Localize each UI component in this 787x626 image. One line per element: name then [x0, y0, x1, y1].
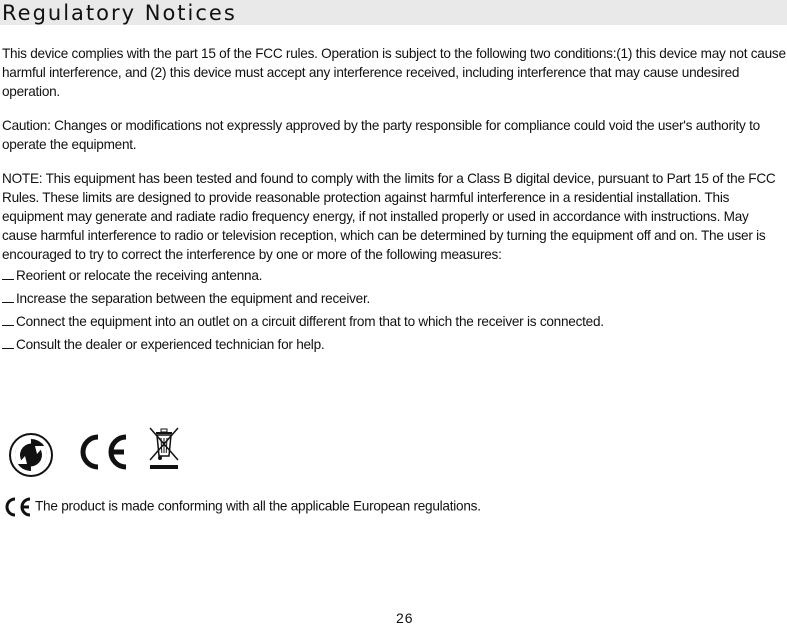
weee-crossed-bin-icon [146, 424, 182, 470]
page-title: Regulatory Notices [2, 1, 237, 25]
measure-text: Increase the separation between the equipment and receiver. [16, 291, 371, 306]
caution-paragraph: Caution: Changes or modifications not expressly approved by the party responsible for compliance could void the user's authority to operate the equipment. [2, 118, 760, 152]
fcc-compliance-paragraph: This device complies with the part 15 of the FCC rules. Operation is subject to the following two conditions:(1) this device may not cause harmful interference, and (2) this device must accept any interference received, including interference that may cause undesired operation. [2, 46, 786, 99]
list-item [2, 312, 786, 331]
list-item [2, 266, 786, 285]
ce-mark-icon [74, 432, 130, 472]
measures-list [2, 266, 786, 354]
list-item [2, 289, 786, 308]
measure-text: Reorient or relocate the receiving antenna. [16, 268, 263, 283]
green-dot-recycling-icon [8, 432, 54, 478]
ce-statement [2, 496, 481, 518]
dash-bullet [2, 290, 14, 303]
measure-text: Consult the dealer or experienced technician for help. [16, 337, 325, 352]
dash-bullet [2, 267, 14, 280]
document-body [2, 44, 786, 358]
dash-bullet [2, 336, 14, 349]
title-bar [0, 0, 787, 25]
ce-mark-icon [2, 496, 32, 518]
ce-statement-text: The product is made conforming with all the applicable European regulations. [35, 498, 481, 514]
measure-text: Connect the equipment into an outlet on a circuit different from that to which the receiver is connected. [16, 314, 604, 329]
page-number: 26 [396, 610, 414, 626]
dash-bullet [2, 313, 14, 326]
list-item [2, 335, 786, 354]
note-paragraph: NOTE: This equipment has been tested and found to comply with the limits for a Class B digital device, pursuant to Part 15 of the FCC Rules. These limits are designed to provide reasonable protection against harmful interference in a residential installation. This equipment may generate and radiate radio frequency energy, if not installed properly or used in accordance with instructions. May cause harmful interference to radio or television reception, which can be determined by turning the equipment off and on. The user is encouraged to try to correct the interference by one or more of the following measures: [2, 171, 776, 262]
